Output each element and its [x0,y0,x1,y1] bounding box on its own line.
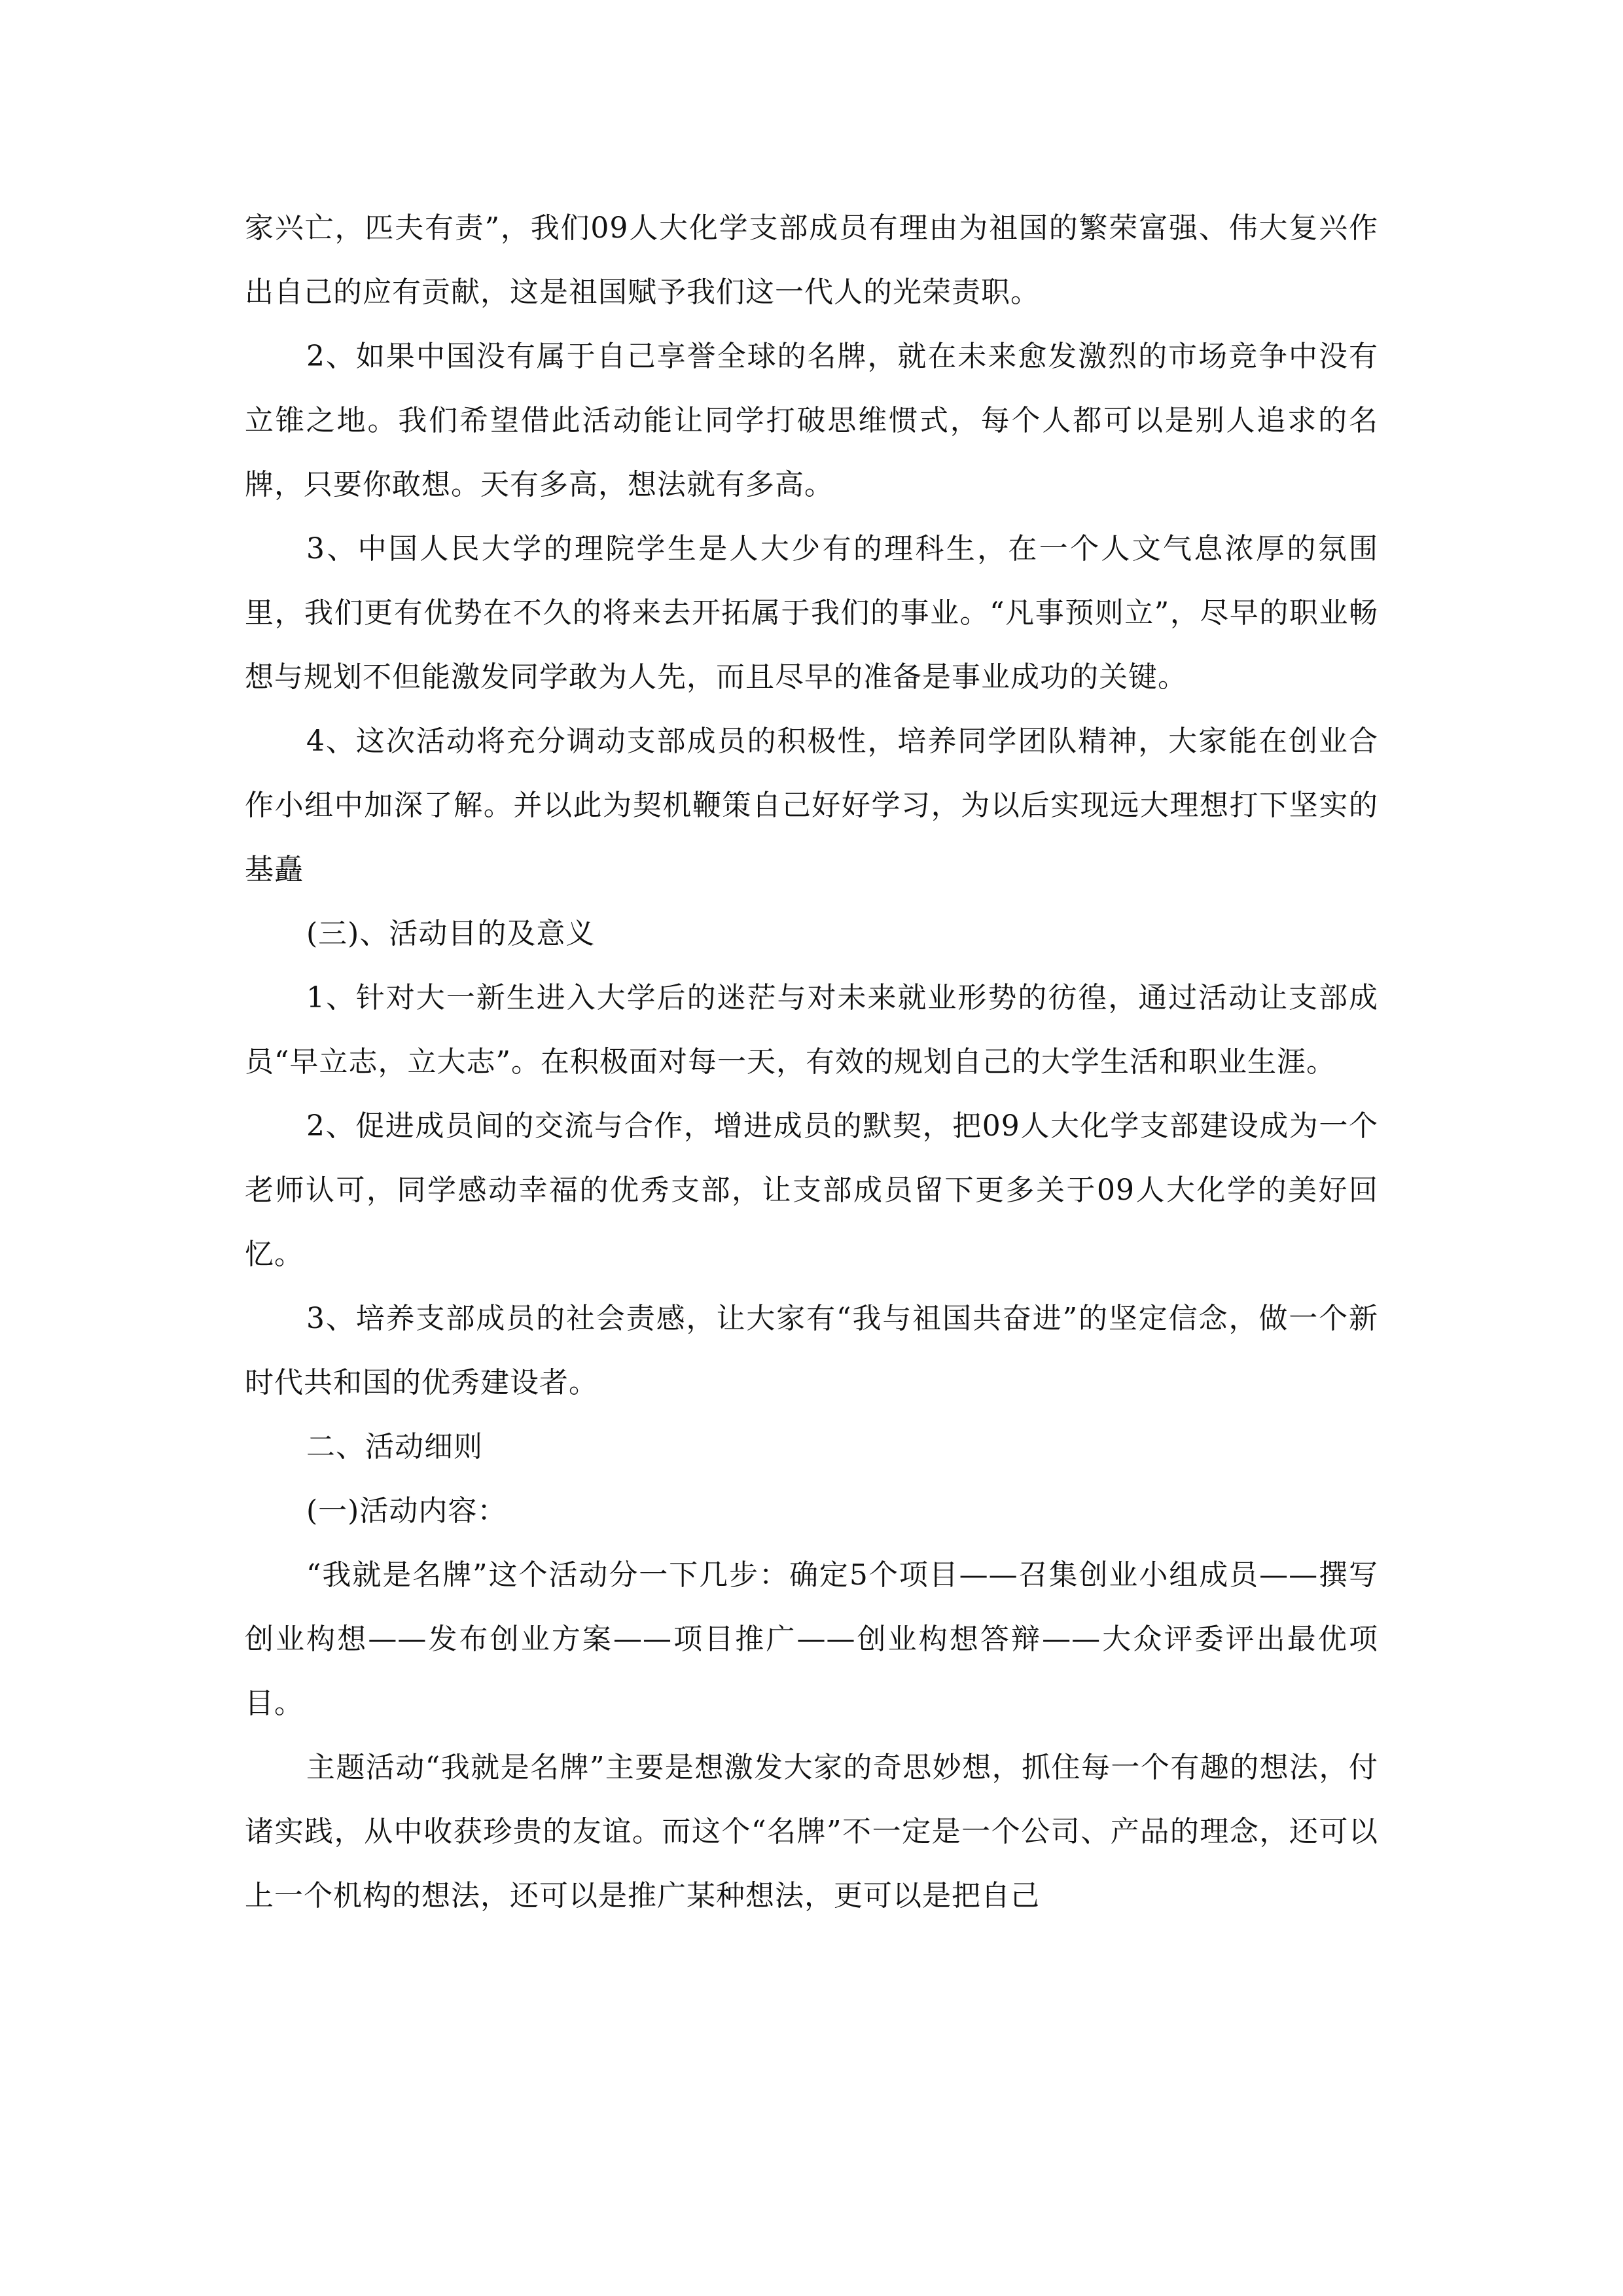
paragraph-theme: 主题活动“我就是名牌”主要是想激发大家的奇思妙想，抓住每一个有趣的想法，付诸实践，从中收获珍贵的友谊。而这个“名牌”不一定是一个公司、产品的理念，还可以上一个机构的想法，还可以是推广某种想法，更可以是把自己 [245,1751,1378,1912]
section-heading-purpose: (三)、活动目的及意义 [306,917,596,950]
paragraph-3: 3、中国人民大学的理院学生是人大少有的理科生，在一个人文气息浓厚的氛围里，我们更有优势在不久的将来去开拓属于我们的事业。“凡事预则立”，尽早的职业畅想与规划不但能激发同学敢为人先，而且尽早的准备是事业成功的关键。 [245,532,1378,694]
paragraph-purpose-2: 2、促进成员间的交流与合作，增进成员的默契，把09人大化学支部建设成为一个老师认可，同学感动幸福的优秀支部，让支部成员留下更多关于09人大化学的美好回忆。 [245,1109,1378,1271]
paragraph-2: 2、如果中国没有属于自己享誉全球的名牌，就在未来愈发激烈的市场竞争中没有立锥之地。我们希望借此活动能让同学打破思维惯式，每个人都可以是别人追求的名牌，只要你敢想。天有多高，想法就有多高。 [245,340,1378,501]
paragraph-steps: “我就是名牌”这个活动分一下几步：确定5个项目——召集创业小组成员——撰写创业构想——发布创业方案——项目推广——创业构想答辩——大众评委评出最优项目。 [245,1558,1378,1720]
paragraph-purpose-1: 1、针对大一新生进入大学后的迷茫与对未来就业形势的彷徨，通过活动让支部成员“早立志，立大志”。在积极面对每一天，有效的规划自己的大学生活和职业生涯。 [245,981,1378,1079]
paragraph-purpose-3: 3、培养支部成员的社会责感，让大家有“我与祖国共奋进”的坚定信念，做一个新时代共和国的优秀建设者。 [245,1302,1378,1399]
paragraph-4: 4、这次活动将充分调动支部成员的积极性，培养同学团队精神，大家能在创业合作小组中加深了解。并以此为契机鞭策自己好好学习，为以后实现远大理想打下坚实的基矗 [245,725,1378,886]
document-body [245,196,1378,1928]
paragraph-1: 家兴亡，匹夫有责”，我们09人大化学支部成员有理由为祖国的繁荣富强、伟大复兴作出自己的应有贡献，这是祖国赋予我们这一代人的光荣责职。 [245,211,1378,309]
section-heading-details: 二、活动细则 [306,1430,483,1463]
subsection-heading-content: (一)活动内容： [306,1494,507,1528]
